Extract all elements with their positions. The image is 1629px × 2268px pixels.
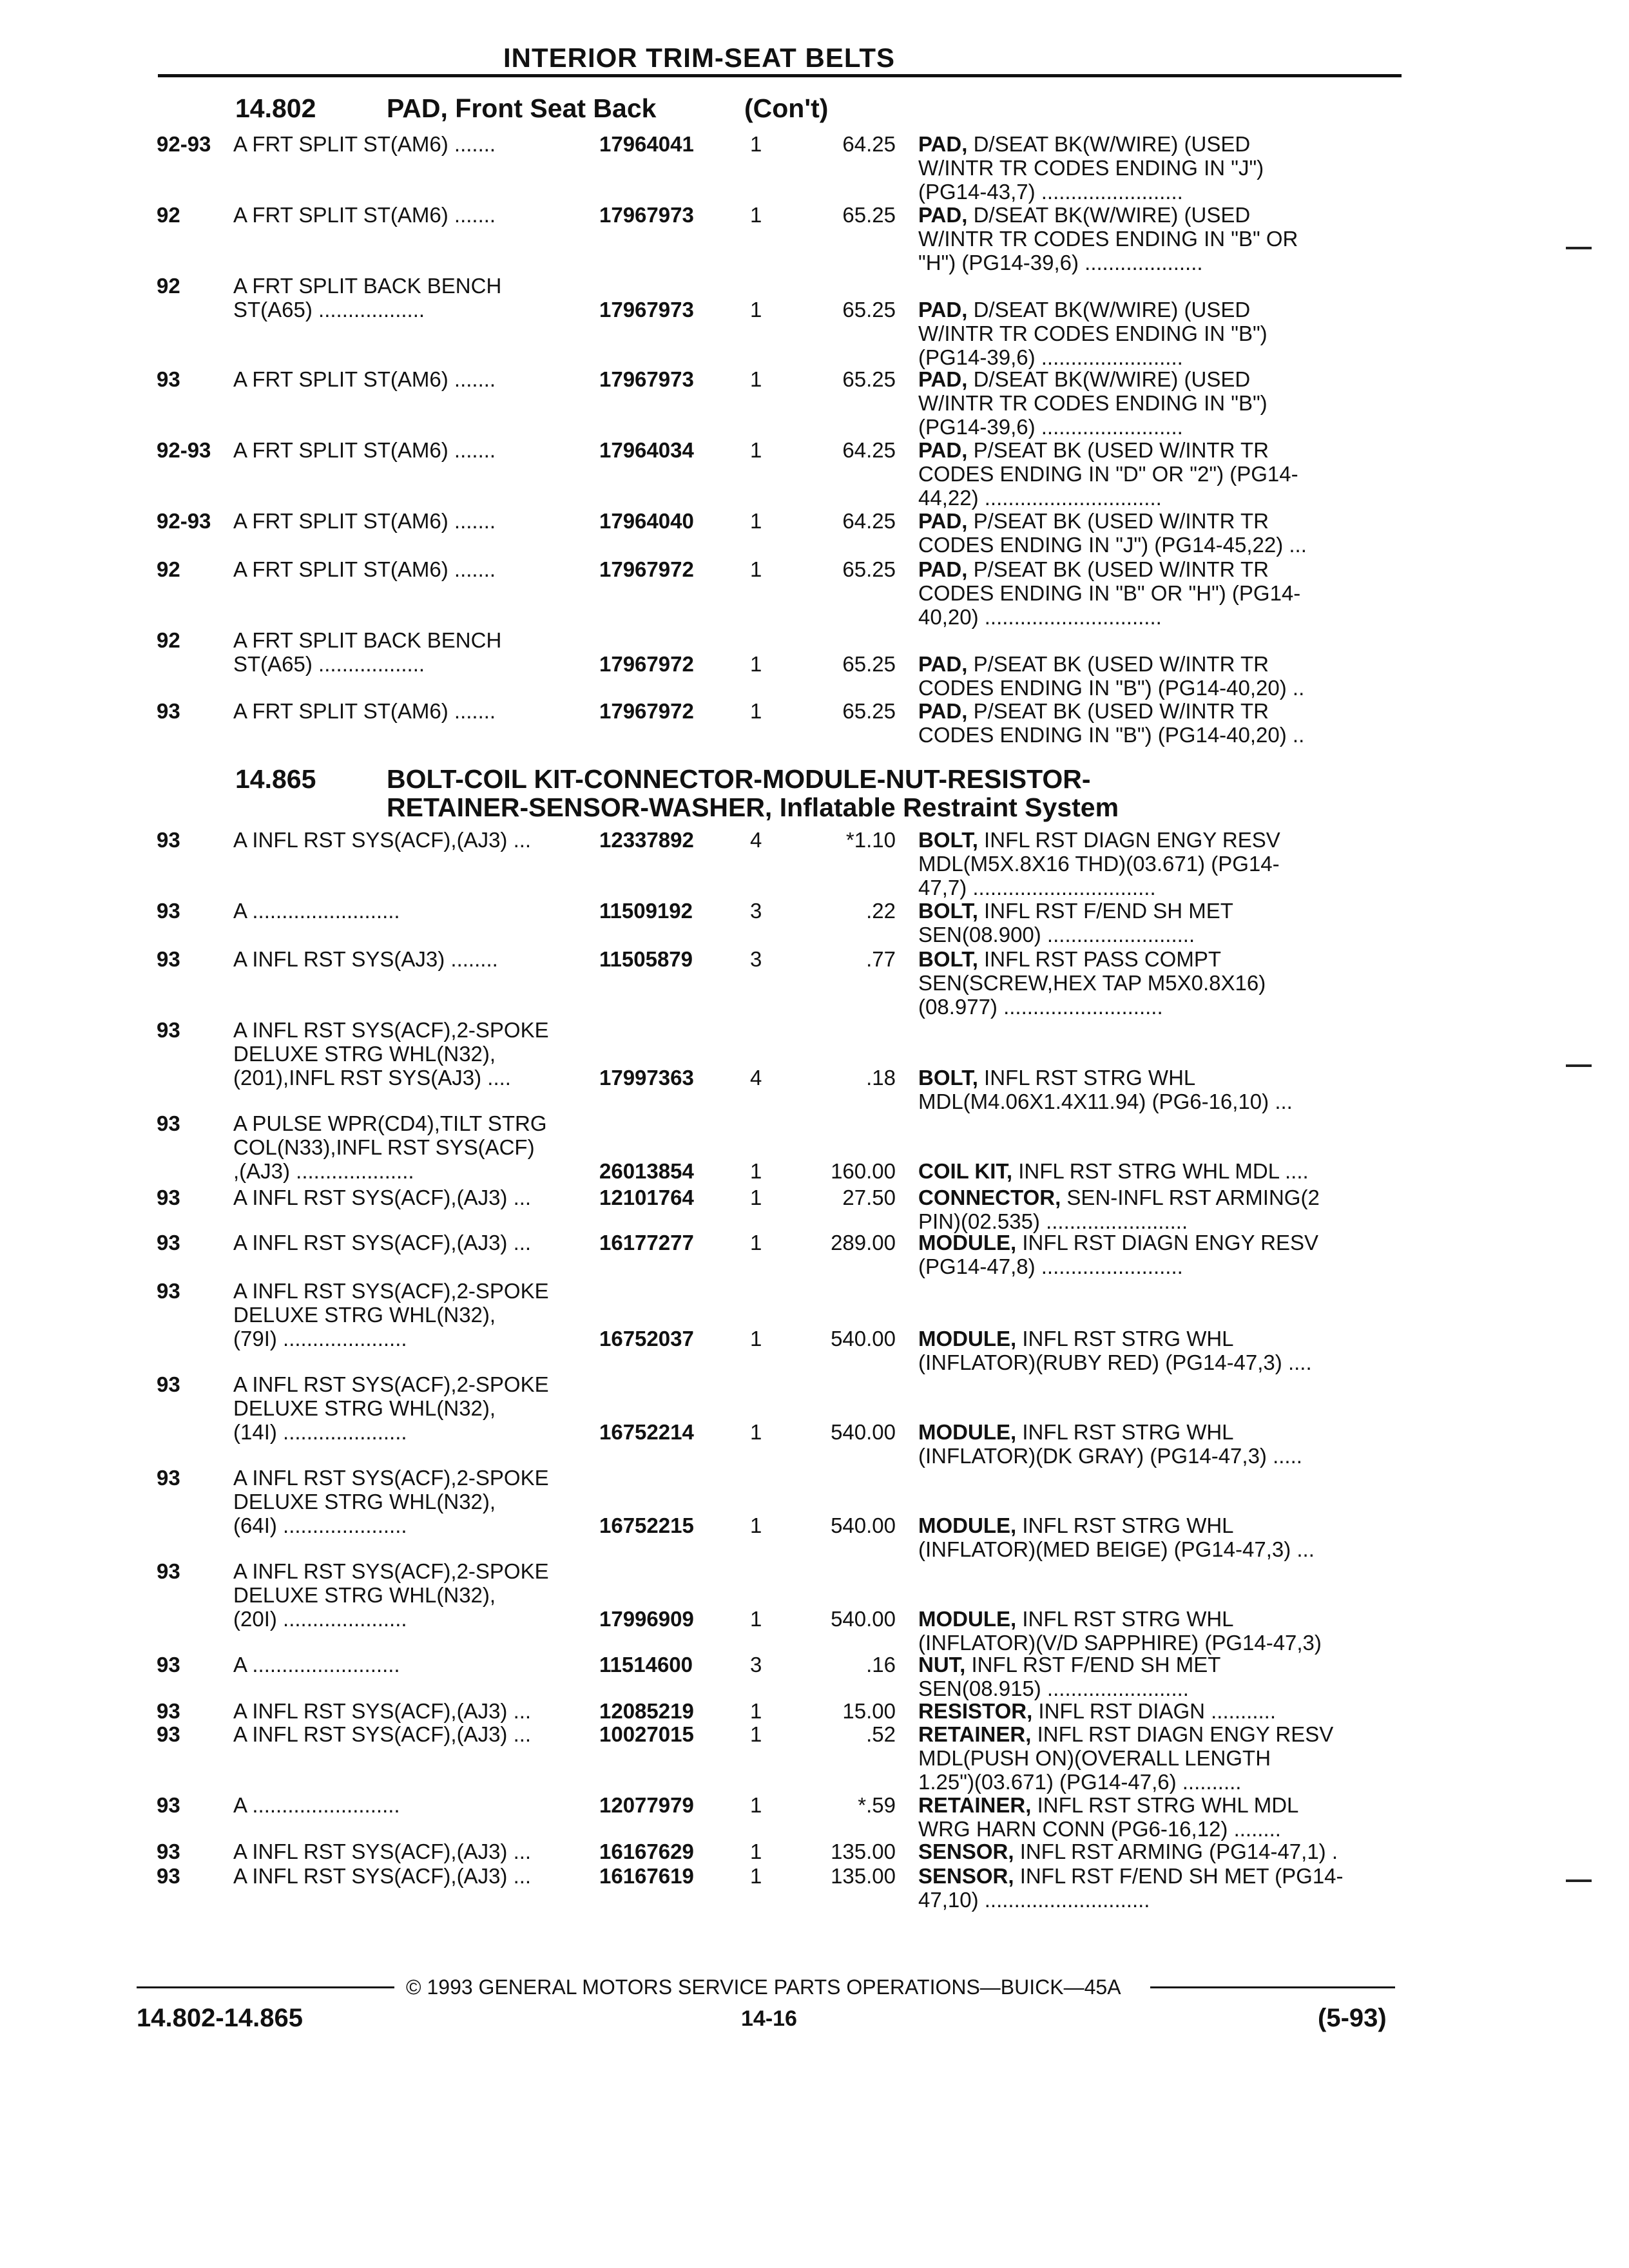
part-name [918, 1231, 1395, 1278]
model-year: 93 [157, 1231, 180, 1254]
part-number: 17967972 [599, 652, 694, 676]
usage-description: A INFL RST SYS(AJ3) ........ [233, 947, 498, 971]
quantity: 1 [750, 1699, 762, 1723]
section-number: 14.865 [235, 764, 316, 794]
quantity: 1 [750, 367, 762, 391]
part-number: 11509192 [599, 899, 693, 923]
part-name-keyword: PAD, [918, 557, 968, 581]
part-number: 12077979 [599, 1793, 694, 1817]
part-name [918, 438, 1395, 510]
price: 65.25 [842, 298, 896, 322]
model-year: 92 [157, 274, 180, 298]
price: 64.25 [842, 132, 896, 156]
part-name-detail: INFL RST F/END SH MET SEN(08.900) ......................... [918, 899, 1233, 947]
section-title: PAD, Front Seat Back [387, 93, 657, 123]
usage-description: A FRT SPLIT ST(AM6) ....... [233, 132, 496, 156]
part-name-detail: INFL RST STRG WHL (INFLATOR)(RUBY RED) (PG14-47,3) .... [918, 1327, 1312, 1374]
part-number: 17964040 [599, 509, 694, 533]
model-year: 92-93 [157, 132, 211, 156]
part-number: 17997363 [599, 1066, 694, 1090]
part-number: 11505879 [599, 947, 693, 971]
section-heading-14865 [235, 765, 1119, 822]
section-number: 14.802 [235, 93, 316, 123]
part-name-keyword: BOLT, [918, 1066, 978, 1090]
part-name-keyword: MODULE, [918, 1607, 1017, 1631]
price: .52 [866, 1722, 896, 1746]
part-name [918, 1186, 1395, 1233]
part-name-detail: INFL RST PASS COMPT SEN(SCREW,HEX TAP M5X0.8X16) (08.977) ........................... [918, 947, 1266, 1019]
quantity: 1 [750, 509, 762, 533]
margin-mark [1566, 1879, 1592, 1882]
usage-description: A ......................... [233, 899, 400, 923]
quantity: 1 [750, 1793, 762, 1817]
usage-description: A INFL RST SYS(ACF),(AJ3) ... [233, 1840, 532, 1863]
part-name-keyword: RETAINER, [918, 1793, 1032, 1817]
model-year: 93 [157, 1111, 180, 1135]
price: .16 [866, 1653, 896, 1677]
quantity: 1 [750, 1159, 762, 1183]
part-number: 16752037 [599, 1327, 694, 1350]
model-year: 93 [157, 1186, 180, 1209]
part-name-keyword: PAD, [918, 438, 968, 462]
quantity: 4 [750, 1066, 762, 1090]
part-name-detail: INFL RST STRG WHL (INFLATOR)(MED BEIGE) (PG14-47,3) ... [918, 1514, 1315, 1561]
quantity: 1 [750, 1864, 762, 1888]
part-name-detail: P/SEAT BK (USED W/INTR TR CODES ENDING IN "D" OR "2") (PG14- 44,22) .............................. [918, 438, 1298, 510]
model-year: 93 [157, 1279, 180, 1303]
usage-description: A PULSE WPR(CD4),TILT STRG COL(N33),INFL RST SYS(ACF) ,(AJ3) .................... [233, 1111, 547, 1183]
part-name-keyword: RESISTOR, [918, 1699, 1033, 1723]
part-name-keyword: PAD, [918, 699, 968, 723]
part-number: 17964041 [599, 132, 694, 156]
usage-description: A FRT SPLIT ST(AM6) ....... [233, 438, 496, 462]
part-name [918, 1840, 1395, 1863]
part-name-detail: P/SEAT BK (USED W/INTR TR CODES ENDING IN "J") (PG14-45,22) ... [918, 509, 1307, 557]
model-year: 93 [157, 1466, 180, 1490]
quantity: 1 [750, 557, 762, 581]
part-name [918, 1793, 1395, 1841]
part-name-detail: P/SEAT BK (USED W/INTR TR CODES ENDING IN "B" OR "H") (PG14- 40,20) .............................. [918, 557, 1301, 629]
usage-description: A INFL RST SYS(ACF),(AJ3) ... [233, 1864, 532, 1888]
part-name-keyword: PAD, [918, 367, 968, 391]
price: 289.00 [831, 1231, 896, 1254]
part-number: 16752215 [599, 1514, 694, 1537]
model-year: 93 [157, 1372, 180, 1396]
part-name [918, 1722, 1395, 1794]
price: 540.00 [831, 1607, 896, 1631]
part-name-keyword: MODULE, [918, 1327, 1017, 1350]
quantity: 1 [750, 438, 762, 462]
part-name-keyword: NUT, [918, 1653, 966, 1677]
usage-description: A ......................... [233, 1653, 400, 1677]
quantity: 1 [750, 203, 762, 227]
part-name [918, 652, 1395, 700]
part-name [918, 828, 1395, 899]
usage-description: A FRT SPLIT ST(AM6) ....... [233, 367, 496, 391]
part-name-keyword: SENSOR, [918, 1864, 1014, 1888]
part-name-keyword: PAD, [918, 509, 968, 533]
quantity: 1 [750, 298, 762, 322]
part-name [918, 899, 1395, 947]
part-number: 17964034 [599, 438, 694, 462]
part-name-keyword: PAD, [918, 652, 968, 676]
usage-description: A FRT SPLIT ST(AM6) ....... [233, 557, 496, 581]
part-name-detail: INFL RST ARMING (PG14-47,1) . [1014, 1840, 1338, 1863]
usage-description: A FRT SPLIT ST(AM6) ....... [233, 203, 496, 227]
part-name-keyword: COIL KIT, [918, 1159, 1013, 1183]
price: 27.50 [842, 1186, 896, 1209]
part-name-detail: INFL RST STRG WHL MDL WRG HARN CONN (PG6-16,12) ........ [918, 1793, 1299, 1841]
price: 65.25 [842, 699, 896, 723]
header-rule [158, 74, 1402, 77]
part-number: 12101764 [599, 1186, 694, 1209]
price: 540.00 [831, 1420, 896, 1444]
usage-description: A INFL RST SYS(ACF),2-SPOKE DELUXE STRG WHL(N32), (79I) ..................... [233, 1279, 549, 1350]
model-year: 93 [157, 1653, 180, 1677]
quantity: 1 [750, 132, 762, 156]
part-name-detail: SEN-INFL RST ARMING(2 PIN)(02.535) ........................ [918, 1186, 1320, 1233]
quantity: 3 [750, 1653, 762, 1677]
part-name-detail: INFL RST DIAGN ENGY RESV (PG14-47,8) ........................ [918, 1231, 1319, 1278]
part-name-detail: D/SEAT BK(W/WIRE) (USED W/INTR TR CODES ENDING IN "B") (PG14-39,6) ........................ [918, 298, 1268, 369]
usage-description: A INFL RST SYS(ACF),2-SPOKE DELUXE STRG WHL(N32), (64I) ..................... [233, 1466, 549, 1537]
part-number: 12337892 [599, 828, 694, 852]
part-name-keyword: MODULE, [918, 1420, 1017, 1444]
part-name [918, 298, 1395, 369]
part-name [918, 1066, 1395, 1113]
model-year: 93 [157, 1699, 180, 1723]
usage-description: A FRT SPLIT BACK BENCH ST(A65) .................. [233, 274, 502, 322]
part-number: 26013854 [599, 1159, 694, 1183]
part-name-detail: INFL RST STRG WHL (INFLATOR)(V/D SAPPHIRE) (PG14-47,3) [918, 1607, 1322, 1655]
usage-description: A INFL RST SYS(ACF),(AJ3) ... [233, 828, 532, 852]
quantity: 1 [750, 1231, 762, 1254]
price: *1.10 [845, 828, 896, 852]
price: 65.25 [842, 557, 896, 581]
model-year: 93 [157, 1864, 180, 1888]
model-year: 92 [157, 628, 180, 652]
part-name [918, 132, 1395, 204]
part-number: 17967972 [599, 699, 694, 723]
part-name-keyword: BOLT, [918, 828, 978, 852]
model-year: 93 [157, 1793, 180, 1817]
part-name-detail: INFL RST STRG WHL MDL .... [1012, 1159, 1309, 1183]
price: 65.25 [842, 652, 896, 676]
page-header-title: INTERIOR TRIM-SEAT BELTS [503, 43, 896, 73]
usage-description: A INFL RST SYS(ACF),2-SPOKE DELUXE STRG WHL(N32), (201),INFL RST SYS(AJ3) .... [233, 1018, 549, 1090]
price: 65.25 [842, 367, 896, 391]
part-name-detail: D/SEAT BK(W/WIRE) (USED W/INTR TR CODES ENDING IN "B") (PG14-39,6) ........................ [918, 367, 1268, 439]
price: 540.00 [831, 1514, 896, 1537]
part-name-keyword: PAD, [918, 298, 968, 322]
usage-description: A INFL RST SYS(ACF),2-SPOKE DELUXE STRG WHL(N32), (14I) ..................... [233, 1372, 549, 1444]
footer-copyright: © 1993 GENERAL MOTORS SERVICE PARTS OPERATIONS—BUICK—45A [406, 1975, 1121, 1999]
usage-description: A INFL RST SYS(ACF),(AJ3) ... [233, 1186, 532, 1209]
price: .77 [866, 947, 896, 971]
quantity: 3 [750, 947, 762, 971]
margin-mark [1566, 247, 1592, 249]
quantity: 1 [750, 1186, 762, 1209]
part-number: 17967972 [599, 557, 694, 581]
part-name [918, 509, 1395, 557]
quantity: 3 [750, 899, 762, 923]
part-name [918, 1864, 1395, 1912]
part-name [918, 1653, 1395, 1700]
part-name-detail: INFL RST F/END SH MET (PG14- 47,10) ............................ [918, 1864, 1344, 1912]
price: .22 [866, 899, 896, 923]
model-year: 93 [157, 828, 180, 852]
part-name [918, 367, 1395, 439]
usage-description: A INFL RST SYS(ACF),(AJ3) ... [233, 1722, 532, 1746]
part-name-detail: INFL RST STRG WHL (INFLATOR)(DK GRAY) (PG14-47,3) ..... [918, 1420, 1302, 1468]
part-name-detail: INFL RST DIAGN ENGY RESV MDL(PUSH ON)(OVERALL LENGTH 1.25")(03.671) (PG14-47,6) .......... [918, 1722, 1334, 1794]
part-number: 16167619 [599, 1864, 694, 1888]
quantity: 1 [750, 1420, 762, 1444]
part-name-keyword: PAD, [918, 203, 968, 227]
quantity: 1 [750, 1840, 762, 1863]
usage-description: A FRT SPLIT BACK BENCH ST(A65) .................. [233, 628, 502, 676]
quantity: 1 [750, 1514, 762, 1537]
price: 540.00 [831, 1327, 896, 1350]
part-name-keyword: RETAINER, [918, 1722, 1032, 1746]
model-year: 92-93 [157, 509, 211, 533]
part-number: 12085219 [599, 1699, 694, 1723]
part-name-keyword: MODULE, [918, 1514, 1017, 1537]
price: .18 [866, 1066, 896, 1090]
part-name [918, 557, 1395, 629]
section-continued: (Con't) [744, 93, 829, 123]
part-number: 10027015 [599, 1722, 694, 1746]
part-number: 11514600 [599, 1653, 693, 1677]
part-name [918, 203, 1395, 274]
quantity: 1 [750, 1607, 762, 1631]
part-name-keyword: BOLT, [918, 947, 978, 971]
part-name-keyword: PAD, [918, 132, 968, 156]
model-year: 93 [157, 1722, 180, 1746]
section-heading-14802 [235, 93, 829, 123]
usage-description: A INFL RST SYS(ACF),(AJ3) ... [233, 1231, 532, 1254]
price: 64.25 [842, 438, 896, 462]
footer-rule-right [1150, 1986, 1395, 1988]
part-number: 17996909 [599, 1607, 694, 1631]
part-name [918, 947, 1395, 1019]
part-number: 16752214 [599, 1420, 694, 1444]
price: 135.00 [831, 1864, 896, 1888]
price: 64.25 [842, 509, 896, 533]
part-number: 17967973 [599, 298, 694, 322]
part-name [918, 1699, 1395, 1723]
footer-rule-left [137, 1986, 394, 1988]
model-year: 93 [157, 1840, 180, 1863]
quantity: 1 [750, 1722, 762, 1746]
footer-section-range: 14.802-14.865 [137, 2004, 304, 2032]
part-name [918, 699, 1395, 747]
part-number: 17967973 [599, 367, 694, 391]
part-name-keyword: BOLT, [918, 899, 978, 923]
part-name [918, 1607, 1395, 1655]
part-name-detail: INFL RST F/END SH MET SEN(08.915) ........................ [918, 1653, 1221, 1700]
usage-description: A INFL RST SYS(ACF),(AJ3) ... [233, 1699, 532, 1723]
section-title-line1: BOLT-COIL KIT-CONNECTOR-MODULE-NUT-RESISTOR- [387, 764, 1091, 794]
model-year: 92-93 [157, 438, 211, 462]
usage-description: A FRT SPLIT ST(AM6) ....... [233, 699, 496, 723]
part-name-detail: INFL RST STRG WHL MDL(M4.06X1.4X11.94) (PG6-16,10) ... [918, 1066, 1293, 1113]
model-year: 93 [157, 367, 180, 391]
section-title-line2: RETAINER-SENSOR-WASHER, Inflatable Restraint System [387, 793, 1119, 822]
part-name-keyword: MODULE, [918, 1231, 1017, 1254]
footer-revision-date: (5-93) [1318, 2004, 1387, 2032]
part-number: 16167629 [599, 1840, 694, 1863]
quantity: 1 [750, 652, 762, 676]
part-name-keyword: SENSOR, [918, 1840, 1014, 1863]
price: 65.25 [842, 203, 896, 227]
part-name-detail: P/SEAT BK (USED W/INTR TR CODES ENDING IN "B") (PG14-40,20) .. [918, 652, 1305, 700]
model-year: 93 [157, 947, 180, 971]
model-year: 92 [157, 557, 180, 581]
part-name [918, 1159, 1395, 1183]
price: 160.00 [831, 1159, 896, 1183]
model-year: 93 [157, 899, 180, 923]
model-year: 93 [157, 1018, 180, 1042]
part-name [918, 1514, 1395, 1561]
part-name [918, 1327, 1395, 1374]
price: 15.00 [842, 1699, 896, 1723]
margin-mark [1566, 1064, 1592, 1067]
part-number: 16177277 [599, 1231, 694, 1254]
part-name-detail: INFL RST DIAGN ........... [1032, 1699, 1276, 1723]
model-year: 92 [157, 203, 180, 227]
footer-page-number: 14-16 [741, 2006, 797, 2031]
quantity: 1 [750, 1327, 762, 1350]
part-name-keyword: CONNECTOR, [918, 1186, 1061, 1209]
part-name-detail: D/SEAT BK(W/WIRE) (USED W/INTR TR CODES ENDING IN "B" OR "H") (PG14-39,6) .................... [918, 203, 1298, 274]
part-name-detail: P/SEAT BK (USED W/INTR TR CODES ENDING IN "B") (PG14-40,20) .. [918, 699, 1305, 747]
quantity: 1 [750, 699, 762, 723]
usage-description: A ......................... [233, 1793, 400, 1817]
price: *.59 [858, 1793, 896, 1817]
usage-description: A FRT SPLIT ST(AM6) ....... [233, 509, 496, 533]
price: 135.00 [831, 1840, 896, 1863]
model-year: 93 [157, 1559, 180, 1583]
part-number: 17967973 [599, 203, 694, 227]
part-name-detail: INFL RST DIAGN ENGY RESV MDL(M5X.8X16 THD)(03.671) (PG14- 47,7) ............................... [918, 828, 1280, 899]
model-year: 93 [157, 699, 180, 723]
part-name-detail: D/SEAT BK(W/WIRE) (USED W/INTR TR CODES ENDING IN "J") (PG14-43,7) ........................ [918, 132, 1264, 204]
usage-description: A INFL RST SYS(ACF),2-SPOKE DELUXE STRG WHL(N32), (20I) ..................... [233, 1559, 549, 1631]
part-name [918, 1420, 1395, 1468]
quantity: 4 [750, 828, 762, 852]
